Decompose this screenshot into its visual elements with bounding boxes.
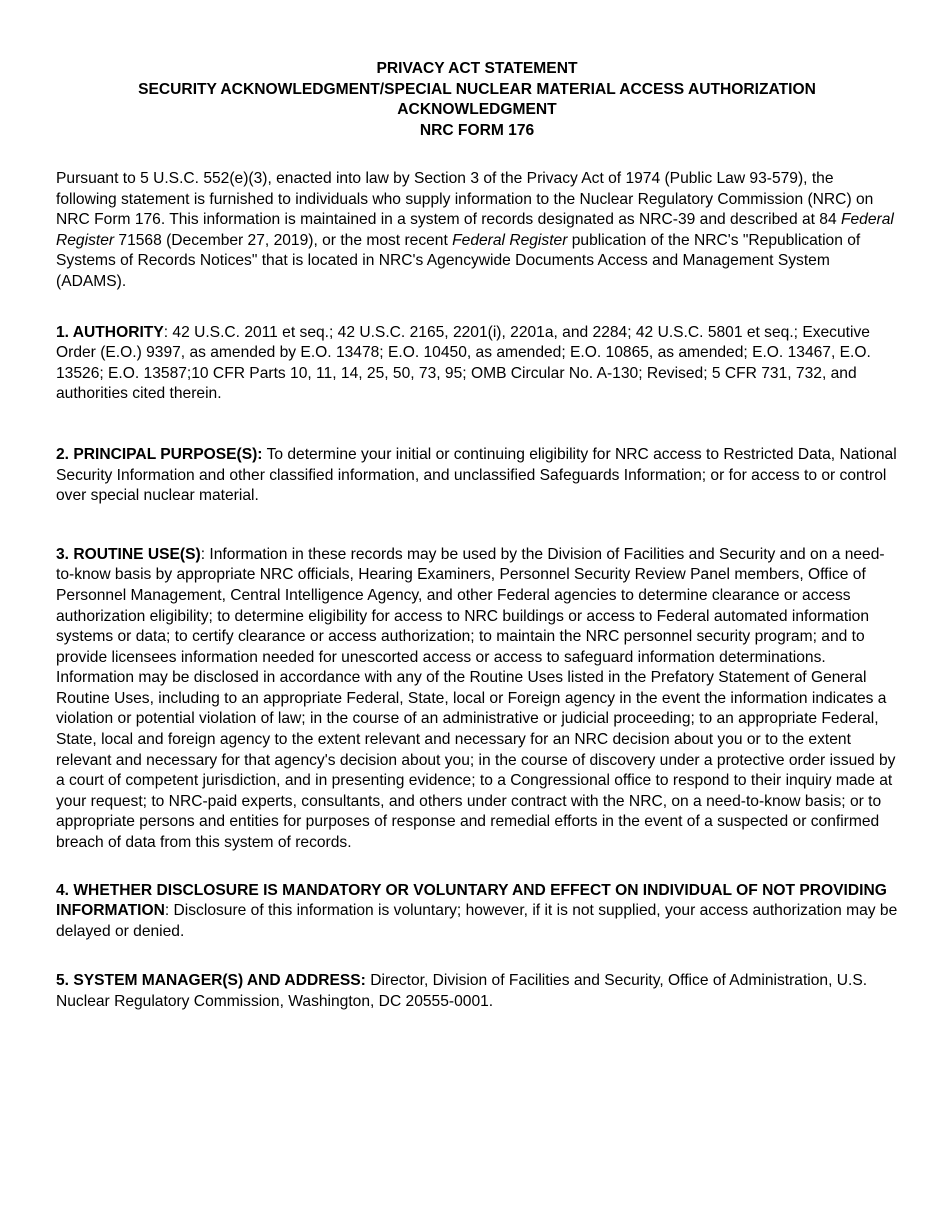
intro-italic-federal-register-2: Federal Register bbox=[452, 231, 568, 249]
section-system-manager-body: Director, Division of Facilities and Security, Office of Administration, U.S. Nuclear Regulatory Commission, Washington, DC 20555-0001. bbox=[56, 972, 868, 1010]
title-line-acknowledgment: ACKNOWLEDGMENT bbox=[397, 101, 557, 118]
section-authority bbox=[56, 323, 898, 405]
section-disclosure-heading: 4. WHETHER DISCLOSURE IS MANDATORY OR VOLUNTARY AND EFFECT ON INDIVIDUAL OF NOT PROVIDING INFORMATION bbox=[56, 881, 887, 920]
section-principal-purpose-body: To determine your initial or continuing eligibility for NRC access to Restricted Data, National Security Information and other classified information, and unclassified Safeguards Information; or for access to or control over special nuclear material. bbox=[56, 445, 897, 505]
document-title bbox=[56, 59, 898, 141]
section-principal-purpose bbox=[56, 445, 898, 507]
intro-text-b: 71568 (December 27, 2019), or the most recent bbox=[114, 231, 453, 249]
section-disclosure-separator: : bbox=[164, 902, 174, 920]
section-disclosure bbox=[56, 881, 898, 943]
document-page bbox=[56, 59, 898, 1013]
intro-text-c: publication of the NRC's "Republication of Systems of Records Notices" that is located in NRC's Agencywide Documents Access and Management System (ADAMS). bbox=[56, 231, 861, 290]
section-authority-heading: 1. AUTHORITY bbox=[56, 323, 164, 341]
title-line-form-number: NRC FORM 176 bbox=[419, 121, 535, 139]
section-principal-purpose-heading: 2. PRINCIPAL PURPOSE(S): bbox=[56, 445, 263, 463]
intro-paragraph bbox=[56, 169, 898, 293]
section-disclosure-body: Disclosure of this information is voluntary; however, if it is not supplied, your access authorization may be delayed or denied. bbox=[56, 902, 898, 940]
section-routine-uses-separator: : bbox=[200, 545, 210, 563]
section-routine-uses-body: Information in these records may be used by the Division of Facilities and Security and on a need-to-know basis by appropriate NRC officials, Hearing Examiners, Personnel Security Review Panel members, Office of Personnel Management, Central Intelligence Agency, and other Federal agencies to determine clearance or access authorization eligibility; to determine eligibility for access to NRC buildings or access to Federal automated information systems or data; to certify clearance or access authorization; to maintain the NRC personnel security program; and to provide licensees information needed for unescorted access or access to safeguard information determinations. Information may be disclosed in accordance with any of the Routine Uses listed in the Prefatory Statement of General Routine Uses, including to an appropriate Federal, State, local or Foreign agency in the event the information indicates a violation or potential violation of law; in the course of an administrative or judicial proceeding; to an appropriate Federal, State, local and foreign agency to the extent relevant and necessary for an NRC decision about you or to the extent relevant and necessary for that agency's decision about you; in the course of discovery under a protective order issued by a court of competent jurisdiction, and in presenting evidence; to a Congressional office to respond to their inquiry made at your request; to NRC-paid experts, consultants, and others under contract with the NRC, on a need-to-know basis; or to appropriate persons and entities for purposes of response and remedial efforts in the event of a suspected or confirmed breach of data from this system of records. bbox=[56, 545, 896, 852]
section-system-manager-heading: 5. SYSTEM MANAGER(S) AND ADDRESS: bbox=[56, 972, 366, 990]
section-routine-uses-heading: 3. ROUTINE USE(S) bbox=[56, 545, 201, 563]
section-authority-body: 42 U.S.C. 2011 et seq.; 42 U.S.C. 2165, 2201(i), 2201a, and 2284; 42 U.S.C. 5801 et seq.; Executive Order (E.O.) 9397, as amended by E.O. 13478; E.O. 10450, as amended; E.O. 10865, as amended; E.O. 13467, E.O. 13526; E.O. 13587;10 CFR Parts 10, 11, 14, 25, 50, 73, 95; OMB Circular No. A-130; Revised; 5 CFR 731, 732, and authorities cited therein. bbox=[56, 323, 871, 403]
intro-text-a: Pursuant to 5 U.S.C. 552(e)(3), enacted into law by Section 3 of the Privacy Act of 1974 (Public Law 93-579), the following statement is furnished to individuals who supply information to the Nuclear Regulatory Commission (NRC) on NRC Form 176. This information is maintained in a system of records designated as NRC-39 and described at 84 bbox=[56, 170, 874, 229]
section-authority-separator: : bbox=[163, 323, 173, 341]
intro-italic-federal-register-1: Federal Register bbox=[56, 211, 894, 249]
section-system-manager bbox=[56, 971, 898, 1012]
section-routine-uses bbox=[56, 545, 898, 854]
title-line-privacy-act: PRIVACY ACT STATEMENT bbox=[376, 60, 578, 77]
title-line-security-acknowledgment: SECURITY ACKNOWLEDGMENT/SPECIAL NUCLEAR MATERIAL ACCESS AUTHORIZATION bbox=[138, 80, 816, 98]
